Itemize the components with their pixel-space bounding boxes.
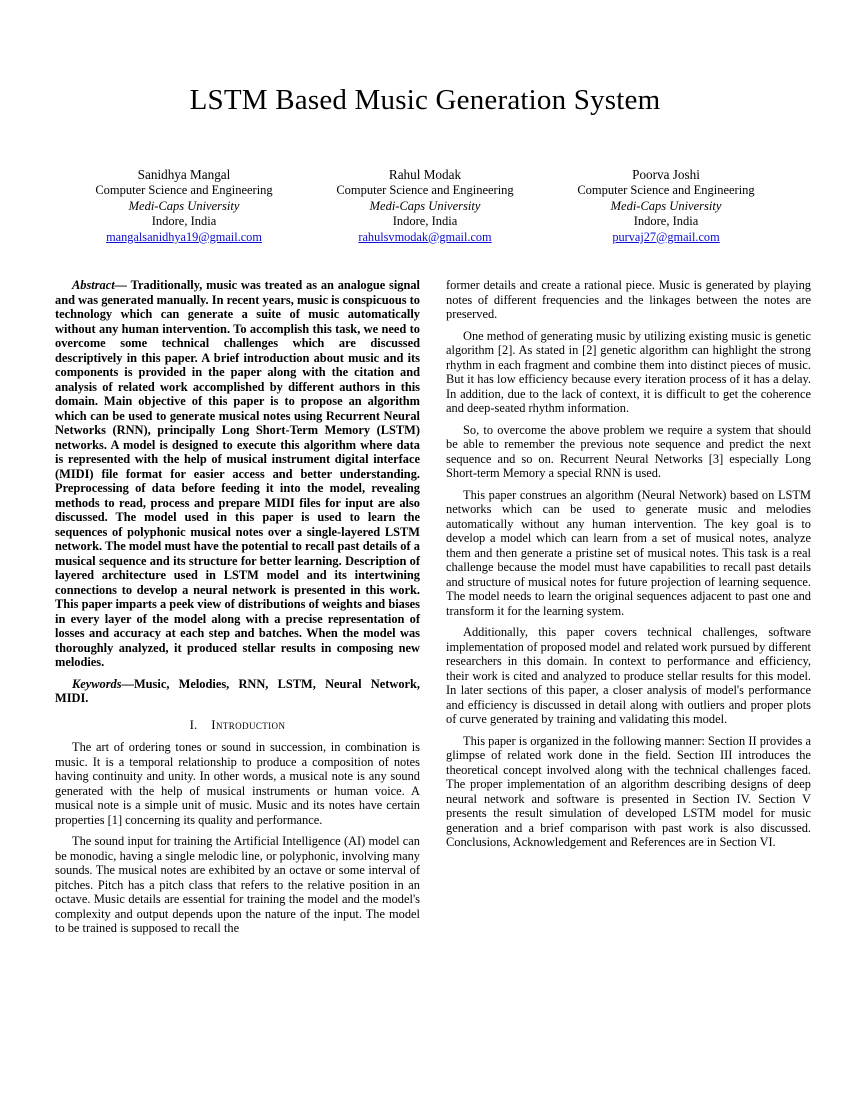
section-heading-introduction — [55, 718, 420, 733]
keywords-label: Keywords— — [72, 676, 134, 691]
abstract-label: Abstract— — [72, 278, 128, 293]
intro-paragraph-2: The sound input for training the Artificial Intelligence (AI) model can be monodic, having a single melodic line, or polyphonic, involving many sounds. The musical notes are exhibited by an octave or some interval of pitches. Pitch has a pitch class that refers to the relative position in an octave. Music details are essential for training the model and the model's complexity and output depends upon the nature of the input. The model to be trained is supposed to recall the — [55, 834, 420, 936]
author-department: Computer Science and Engineering — [577, 183, 755, 198]
left-column — [55, 278, 420, 943]
author-university: Medi-Caps University — [369, 198, 481, 213]
author-department: Computer Science and Engineering — [95, 183, 273, 198]
author-email-link[interactable]: rahulsvmodak@gmail.com — [358, 229, 492, 244]
author-email-link[interactable]: mangalsanidhya19@gmail.com — [106, 229, 262, 244]
author-city: Indore, India — [392, 214, 458, 229]
author-university: Medi-Caps University — [128, 198, 240, 213]
author-email-link[interactable]: purvaj27@gmail.com — [612, 229, 720, 244]
author-university: Medi-Caps University — [610, 198, 722, 213]
author-block — [0, 167, 850, 245]
author-city: Indore, India — [633, 214, 699, 229]
author-card-3 — [550, 167, 782, 245]
keywords — [55, 677, 420, 706]
section-title: Introduction — [211, 716, 286, 732]
author-name: Poorva Joshi — [632, 167, 700, 182]
paper-body — [0, 278, 850, 943]
body-paragraph-coverage: Additionally, this paper covers technical challenges, software implementation of proposed model and related work pursued by different researchers in this domain. In context to performance and efficiency, their work is cited and analyzed to produce stellar results for this model. In later sections of this paper, a closer analysis of model's performance and efficiency is discussed in detail along with outliers and proper plots of curve generated by training and validating this model. — [446, 625, 811, 727]
author-card-1 — [68, 167, 300, 245]
right-column — [446, 278, 811, 943]
abstract-text: Traditionally, music was treated as an analogue signal and was generated manually. In recent years, music is conspicuous to technology which can generate a suite of music automatically without any human intervention. To accomplish this task, we need to overcome some technical challenges which are discussed descriptively in this paper. A brief introduction about music and its components is provided in the paper along with the citation and analysis of related work accomplished by different authors in this domain. Main objective of this paper is to propose an algorithm which can be used to generate musical notes using Recurrent Neural Networks (RNN), principally Long Short-Term Memory (LSTM) networks. A model is designed to execute this algorithm where data is represented with the help of musical instrument digital interface (MIDI) file format for easier access and better understanding. Preprocessing of data before feeding it into the model, revealing methods to read, process and prepare MIDI files for input are also discussed. The model used in this paper is used to learn the sequences of polyphonic musical notes over a single-layered LSTM network. The model must have the potential to recall past details of a musical sequence and its structure for better learning. Description of layered architecture used in LSTM model and its intertwining connections to develop a neural network is presented in this work. This paper imparts a peek view of distributions of weights and biases in every layer of the model along with a precise representation of losses and accuracy at each step and batches. When the model was thoroughly analyzed, it produced stellar results in composing new melodies. — [55, 278, 420, 670]
body-paragraph-continuation: former details and create a rational piece. Music is generated by playing notes of different frequencies and the linkages between the notes are preserved. — [446, 278, 811, 322]
intro-paragraph-1: The art of ordering tones or sound in succession, in combination is music. It is a temporal relationship to produce a composition of notes having continuity and unity. In other words, a musical note is any sound generated with the help of musical instruments or human voice. A musical note is a simple unit of music. Music and its notes have certain properties [1] concerning its quality and performance. — [55, 740, 420, 827]
section-number: I. — [189, 716, 198, 732]
body-paragraph-organization: This paper is organized in the following manner: Section II provides a glimpse of related work done in the field. Section III introduces the theoretical concept involved along with the technical challenges faced. The proper implementation of an algorithm describing designs of deep neural network and software is presented in Section IV. Section V presents the result simulation of developed LSTM model for music generation and a brief comparison with past work is also discussed. Conclusions, Acknowledgement and References are in Section VI. — [446, 733, 811, 850]
author-department: Computer Science and Engineering — [336, 183, 514, 198]
keywords-text: Music, Melodies, RNN, LSTM, Neural Network, MIDI. — [55, 676, 420, 706]
abstract — [55, 278, 420, 670]
body-paragraph-rnn-motivation: So, to overcome the above problem we require a system that should be able to remember the previous note sequence and predict the next sequence and so on. Recurrent Neural Networks [3] especially Long Short-term Memory a special RNN is used. — [446, 422, 811, 481]
paper-title: LSTM Based Music Generation System — [189, 84, 661, 116]
author-name: Rahul Modak — [388, 167, 462, 182]
author-name: Sanidhya Mangal — [137, 167, 231, 182]
author-card-2 — [309, 167, 541, 245]
body-paragraph-genetic-algorithm: One method of generating music by utilizing existing music is genetic algorithm [2]. As stated in [2] genetic algorithm can highlight the strong rhythm in each fragment and combine them into distinct pieces of music. But it has low efficiency because every iteration process of it has a delay. In addition, due to the lack of context, it is difficult to get the coherence and deep-seated rhythm information. — [446, 328, 811, 416]
author-city: Indore, India — [151, 214, 217, 229]
body-paragraph-paper-goal: This paper construes an algorithm (Neural Network) based on LSTM networks which can be used to generate music and melodies automatically without any human intervention. The key goal is to develop a model which can learn from a set of musical notes, analyze them and then generate a pristine set of musical notes. This task is a real challenge because the model must have capabilities to recall past details and structure of musical notes for future projection of learning sequence. The model needs to learn the original sequences adjacent to past one and transform it for the learning system. — [446, 487, 811, 618]
